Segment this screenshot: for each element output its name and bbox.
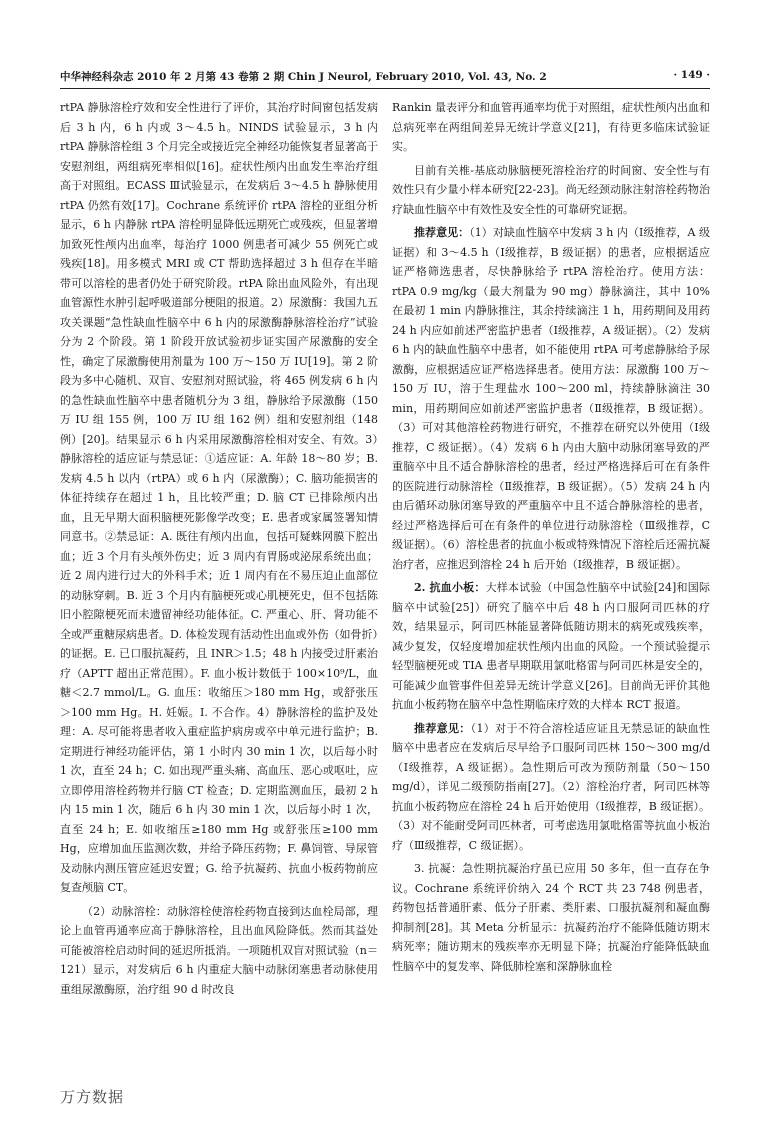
left-column — [60, 98, 378, 1003]
watermark-logo: 万方数据 — [60, 1088, 125, 1106]
right-column — [392, 98, 710, 980]
page-number: · 149 · — [673, 69, 710, 81]
left-paragraph-1: rtPA 静脉溶栓疗效和安全性进行了评价，其治疗时间窗包括发病后 3 h 内，6 h 内或 3～4.5 h。NINDS 试验显示，3 h 内 rtPA 静脉溶栓组 3 个月完全或接近完全神经功能恢复者显著高于安慰剂组，两组病死率相似[16]。症状性颅内出血发生率治疗组高于对照组。ECASS Ⅲ试验显示，在发病后 3～4.5 h 静脉使用 rtPA 仍然有效[17]。Cochrane 系统评价 rtPA 溶栓的亚组分析显示，6 h 内静脉 rtPA 溶栓明显降低远期死亡或残疾，但显著增加致死性颅内出血率，每治疗 1000 例患者可减少 55 例死亡或残疾[18]。用多模式 MRI 或 CT 帮助选择超过 3 h 但存在半暗带可以溶栓的患者仍处于研究阶段。rtPA 除出血风险外，有出现血管源性水肿引起呼吸道部分梗阻的报道。2）尿激酶：我国九五攻关课题“急性缺血性脑卒中 6 h 内的尿激酶静脉溶栓治疗”试验分为 2 个阶段。第 1 阶段开放试验初步证实国产尿激酶的安全性，确定了尿激酶使用剂量为 100 万～150 万 IU[19]。第 2 阶段为多中心随机、双盲、安慰剂对照试验，将 465 例发病 6 h 内的急性缺血性脑卒中患者随机分为 3 组，静脉给予尿激酶（150 万 IU 组 155 例，100 万 IU 组 162 例）组和安慰剂组（148 例）[20]。结果显示 6 h 内采用尿激酶溶栓相对安全、有效。3）静脉溶栓的适应证与禁忌证：①适应证：A. 年龄 18～80 岁；B. 发病 4.5 h 以内（rtPA）或 6 h 内（尿激酶）；C. 脑功能损害的体征持续存在超过 1 h，且比较严重；D. 脑 CT 已排除颅内出血，且无早期大面积脑梗死影像学改变；E. 患者或家属签署知情同意书。②禁忌证：A. 既往有颅内出血，包括可疑蛛网膜下腔出血；近 3 个月有头颅外伤史；近 3 周内有胃肠或泌尿系统出血；近 2 周内进行过大的外科手术；近 1 周内有在不易压迫止血部位的动脉穿刺。B. 近 3 个月内有脑梗死或心肌梗死史，但不包括陈旧小腔隙梗死而未遗留神经功能体征。C. 严重心、肝、肾功能不全或严重糖尿病患者。D. 体检发现有活动性出血或外伤（如骨折）的证据。E. 已口服抗凝药，且 INR＞1.5；48 h 内接受过肝素治疗（APTT 超出正常范围）。F. 血小板计数低于 100×10⁹/L，血糖＜2.7 mmol/L。G. 血压：收缩压＞180 mm Hg，或舒张压＞100 mm Hg。H. 妊娠。I. 不合作。4）静脉溶栓的监护及处理：A. 尽可能将患者收入重症监护病房或卒中单元进行监护；B. 定期进行神经功能评估，第 1 小时内 30 min 1 次，以后每小时 1 次，直至 24 h；C. 如出现严重头痛、高血压、恶心或呕吐，应立即停用溶栓药物并行脑 CT 检查；D. 定期监测血压，最初 2 h 内 15 min 1 次，随后 6 h 内 30 min 1 次，以后每小时 1 次，直至 24 h；E. 如收缩压≥180 mm Hg 或舒张压≥100 mm Hg，应增加血压监测次数，并给予降压药物；F. 鼻饲管、导尿管及动脉内测压管应延迟安置；G. 给予抗凝药、抗血小板药物前应复查颅脑 CT。 — [60, 101, 378, 894]
right-paragraph-1: Rankin 量表评分和血管再通率均优于对照组，症状性颅内出血和总病死率在两组间差异无统计学意义[21]，有待更多临床试验证实。 — [392, 101, 710, 153]
recommendation-text-2: （1）对于不符合溶栓适应证且无禁忌证的缺血性脑卒中患者应在发病后尽早给予口服阿司匹林 150～300 mg/d（Ⅰ级推荐，A 级证据）。急性期后可改为预防剂量（50～150 mg/d），详见二级预防指南[27]。（2）溶栓治疗者，阿司匹林等抗血小板药物应在溶栓 24 h 后开始使用（Ⅰ级推荐，B 级证据）。（3）对不能耐受阿司匹林者，可考虑选用氯吡格雷等抗血小板治疗（Ⅲ级推荐，C 级证据）。 — [392, 721, 711, 852]
right-paragraph-4 — [392, 578, 710, 715]
recommendation-label-2: 推荐意见： — [414, 721, 471, 735]
right-paragraph-3 — [392, 223, 710, 574]
antiplatelet-heading: 2. 抗血小板： — [414, 581, 486, 594]
right-paragraph-5 — [392, 719, 710, 856]
right-paragraph-6: 3. 抗凝：急性期抗凝治疗虽已应用 50 多年，但一直存在争议。Cochrane 系统评价纳入 24 个 RCT 共 23 748 例患者，药物包括普通肝素、低分子肝素、类肝素、口服抗凝剂和凝血酶抑制剂[28]。其 Meta 分析显示：抗凝药治疗不能降低随访期末病死率；随访期末的残疾率亦无明显下降；抗凝治疗能降低缺血性脑卒中的复发率、降低肺栓塞和深静脉血栓 — [392, 862, 710, 973]
running-header — [60, 66, 710, 89]
left-paragraph-2: （2）动脉溶栓：动脉溶栓使溶栓药物直接到达血栓局部，理论上血管再通率应高于静脉溶栓，且出血风险降低。然而其益处可能被溶栓启动时间的延迟所抵消。一项随机双盲对照试验（n＝121）显示，对发病后 6 h 内重症大脑中动脉闭塞患者动脉使用重组尿激酶原，治疗组 90 d 时改良 — [60, 904, 378, 996]
right-paragraph-2: 目前有关椎-基底动脉脑梗死溶栓治疗的时间窗、安全性与有效性只有少量小样本研究[22-23]。尚无经颈动脉注射溶栓药物治疗缺血性脑卒中有效性及安全性的可靠研究证据。 — [392, 163, 710, 216]
antiplatelet-text: 大样本试验（中国急性脑卒中试验[24]和国际脑卒中试验[25]）研究了脑卒中后 48 h 内口服阿司匹林的疗效，结果显示，阿司匹林能显著降低随访期末的病死或残疾率，减少复发，仅轻度增加症状性颅内出血的风险。一个预试验提示轻型脑梗死或 TIA 患者早期联用氯吡格雷与阿司匹林是安全的，可能减少血管事件但差异无统计学意义[26]。目前尚无评价其他抗血小板药物在脑卒中急性期临床疗效的大样本 RCT 报道。 — [392, 581, 710, 711]
journal-citation: 中华神经科杂志 2010 年 2 月第 43 卷第 2 期 Chin J Neurol, February 2010, Vol. 43, No. 2 — [60, 71, 547, 83]
recommendation-text: （1）对缺血性脑卒中发病 3 h 内（Ⅰ级推荐，A 级证据）和 3～4.5 h（Ⅰ级推荐，B 级证据）的患者，应根据适应证严格筛选患者，尽快静脉给予 rtPA 溶栓治疗。使用方法：rtPA 0.9 mg/kg（最大剂量为 90 mg）静脉滴注，其中 10% 在最初 1 min 内静脉推注，其余持续滴注 1 h，用药期间及用药 24 h 内应如前述严密监护患者（Ⅰ级推荐，A 级证据）。（2）发病 6 h 内的缺血性脑卒中患者，如不能使用 rtPA 可考虑静脉给予尿激酶，应根据适应证严格选择患者。使用方法：尿激酶 100 万～150 万 IU，溶于生理盐水 100～200 ml，持续静脉滴注 30 min，用药期间应如前述严密监护患者（Ⅱ级推荐，B 级证据）。（3）可对其他溶栓药物进行研究，不推荐在研究以外使用（Ⅰ级推荐，C 级证据）。（4）发病 6 h 内由大脑中动脉闭塞导致的严重脑卒中且不适合静脉溶栓的患者，经过严格选择后可在有条件的医院进行动脉溶栓（Ⅱ级推荐，B 级证据）。（5）发病 24 h 内由后循环动脉闭塞导致的严重脑卒中且不适合静脉溶栓的患者，经过严格选择后可在有条件的单位进行动脉溶栓（Ⅲ级推荐，C 级证据）。（6）溶栓患者的抗血小板或特殊情况下溶栓后还需抗凝治疗者，应推迟到溶栓 24 h 后开始（Ⅰ级推荐，B 级证据）。 — [392, 226, 711, 571]
recommendation-label: 推荐意见： — [414, 226, 470, 239]
